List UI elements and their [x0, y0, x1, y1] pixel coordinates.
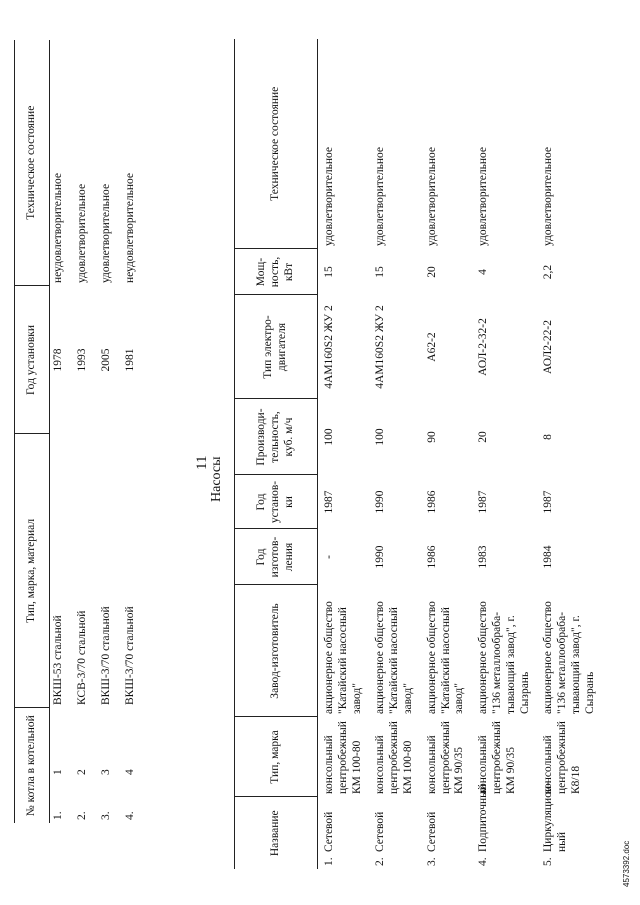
- motor-type: 4АМ160S2 ЖУ 2: [374, 305, 387, 389]
- table-row: [50, 40, 75, 823]
- boiler-number: 3: [100, 769, 112, 775]
- pump-manufacturer: акционерное общество "Катайский насосный завод": [323, 601, 363, 714]
- tech-state: удовлетворительное: [323, 146, 335, 246]
- table-row: [369, 39, 420, 869]
- year-made: 1986: [425, 545, 438, 569]
- boiler-number: 2: [76, 769, 88, 775]
- table-row: [74, 40, 98, 823]
- pump-name: Подпиточный: [477, 783, 490, 852]
- pump-type: консольный центробежный К8/18: [542, 721, 582, 794]
- pump-type: консольный центробежный КМ 100-80: [374, 721, 414, 794]
- boiler-number: 4: [124, 769, 136, 775]
- boiler-number: 1: [52, 769, 64, 775]
- header-manufacturer: Завод-изготовитель: [235, 585, 318, 717]
- header-install-year: Год установки: [15, 286, 50, 434]
- pump-type: консольный центробежный КМ 100-80: [323, 721, 363, 794]
- tech-state: неудовлетворительное: [124, 172, 136, 283]
- boiler-table: [14, 40, 146, 823]
- capacity: 20: [477, 431, 490, 443]
- header-tech-state: Техническое состояние: [235, 39, 318, 249]
- power: 2,2: [542, 264, 555, 280]
- boiler-table-header: [15, 40, 50, 823]
- motor-type: АОЛ-2-32-2: [477, 318, 490, 376]
- page-number: 11: [194, 455, 210, 470]
- pump-type: консольный центробежный КМ 90/35: [425, 721, 466, 794]
- row-index: 2.: [374, 857, 387, 866]
- boiler-type: ВКШ-53 стальной: [52, 615, 64, 705]
- motor-type: 4АМ160S2 ЖУ 2: [323, 305, 335, 389]
- header-tech-state: Техническое состояние: [15, 40, 50, 286]
- boiler-type: КСВ-3/70 стальной: [76, 610, 88, 705]
- row-index: 2.: [76, 811, 88, 820]
- row-index: 1.: [52, 811, 64, 820]
- year-installed: 1987: [542, 490, 555, 514]
- install-year: 2005: [100, 348, 112, 372]
- header-name: Название: [235, 797, 318, 869]
- year-installed: 1987: [477, 490, 490, 514]
- pump-name: Сетевой: [425, 811, 438, 852]
- row-index: 4.: [124, 811, 136, 820]
- year-made: 1983: [477, 545, 490, 569]
- boiler-type: ВКШ-3/70 стальной: [100, 606, 112, 705]
- header-year-made: Год изготов-ления: [235, 529, 318, 585]
- capacity: 90: [425, 431, 438, 443]
- year-installed: 1987: [323, 490, 335, 514]
- header-power: Мощ-ность, кВт: [235, 249, 318, 295]
- install-year: 1993: [76, 348, 88, 372]
- year-installed: 1990: [374, 490, 387, 514]
- header-type-brand: Тип, марка: [235, 717, 318, 797]
- tech-state: удовлетворительное: [100, 183, 112, 283]
- pump-manufacturer: акционерное общество "136 металлообраба-тывающий завод", г. Сызрань: [477, 601, 531, 714]
- table-row: [472, 39, 537, 869]
- pumps-table: [234, 39, 603, 869]
- pump-manufacturer: акционерное общество "136 металлообраба-тывающий завод", г. Сызрань: [542, 601, 596, 714]
- install-year: 1981: [124, 348, 136, 372]
- row-index: 5.: [542, 857, 555, 866]
- tech-state: неудовлетворительное: [52, 172, 64, 283]
- table-row: [537, 39, 602, 869]
- power: 20: [425, 266, 438, 278]
- tech-state: удовлетворительное: [76, 183, 88, 283]
- row-index: 4.: [477, 857, 490, 866]
- year-installed: 1986: [425, 490, 438, 514]
- pump-name: Циркуляцион-ный: [542, 782, 569, 852]
- row-index: 3.: [100, 811, 112, 820]
- tech-state: удовлетворительное: [374, 146, 387, 246]
- row-index: 3.: [425, 857, 438, 866]
- pumps-table-header: [235, 39, 318, 869]
- install-year: 1978: [52, 348, 64, 372]
- year-made: 1990: [374, 545, 387, 569]
- section-title: Насосы: [209, 456, 224, 502]
- header-boiler-number: № котла в котельной: [15, 708, 50, 823]
- file-stamp: 4573392.doc: [622, 840, 631, 887]
- table-row: [421, 39, 472, 869]
- power: 15: [374, 266, 387, 278]
- header-capacity: Производи-тельность, куб. м/ч: [235, 399, 318, 475]
- pump-manufacturer: акционерное общество "Катайский насосный завод": [425, 601, 466, 714]
- power: 15: [323, 266, 335, 278]
- tech-state: удовлетворительное: [425, 146, 438, 246]
- power: 4: [477, 269, 490, 275]
- tech-state: удовлетворительное: [542, 146, 555, 246]
- table-row: [318, 39, 370, 869]
- table-row: [98, 40, 122, 823]
- pump-type: консольный центробежный КМ 90/35: [477, 721, 517, 794]
- year-made: -: [323, 555, 335, 559]
- header-year-installed: Год установ-ки: [235, 475, 318, 529]
- motor-type: АОЛ2-22-2: [542, 320, 555, 374]
- capacity: 100: [323, 428, 335, 446]
- header-type-material: Тип, марка, материал: [15, 434, 50, 708]
- capacity: 100: [374, 428, 387, 446]
- tech-state: удовлетворительное: [477, 146, 490, 246]
- header-motor-type: Тип электро-двигателя: [235, 295, 318, 399]
- pump-manufacturer: акционерное общество "Катайский насосный завод": [374, 601, 414, 714]
- table-row: [122, 40, 146, 823]
- capacity: 8: [542, 434, 555, 440]
- pump-name: Сетевой: [374, 811, 387, 852]
- pump-name: Сетевой: [323, 811, 335, 852]
- boiler-type: ВКШ-3/70 стальной: [124, 606, 136, 705]
- motor-type: А62-2: [425, 332, 438, 362]
- year-made: 1984: [542, 545, 555, 569]
- row-index: 1.: [323, 857, 335, 866]
